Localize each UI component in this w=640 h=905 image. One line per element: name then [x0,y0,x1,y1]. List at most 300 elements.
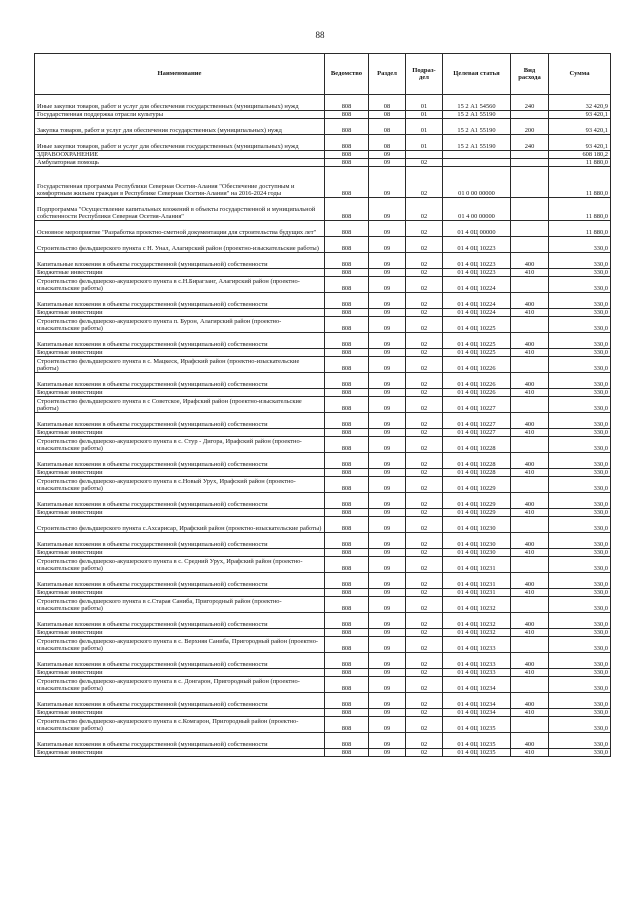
cell-name: Капитальные вложения в объекты государственной (муниципальной) собственности [35,653,325,669]
cell-expense-type [511,397,549,413]
cell-article: 01 4 0Ц 10228 [443,437,511,453]
cell-name: Капитальные вложения в объекты государственной (муниципальной) собственности [35,373,325,389]
cell-department: 808 [325,253,369,269]
cell-article: 01 4 0Ц 10227 [443,397,511,413]
cell-subsection: 02 [406,159,443,167]
cell-expense-type: 400 [511,733,549,749]
cell-article [443,151,511,159]
cell-subsection: 02 [406,437,443,453]
cell-subsection: 01 [406,119,443,135]
cell-subsection: 02 [406,573,443,589]
cell-amount: 330,0 [549,309,611,317]
cell-article: 01 4 0Ц 10235 [443,749,511,757]
table-row [35,717,611,733]
cell-section: 09 [369,389,406,397]
cell-amount: 330,0 [549,453,611,469]
cell-section: 09 [369,597,406,613]
cell-section: 09 [369,333,406,349]
cell-amount: 330,0 [549,549,611,557]
cell-amount: 330,0 [549,693,611,709]
cell-name: Строительство фельдшерского пункта в с. Мацкеск, Ирафский район (проектно-изыскательские работы) [35,357,325,373]
cell-section: 09 [369,709,406,717]
cell-amount: 32 420,9 [549,95,611,111]
cell-subsection: 01 [406,111,443,119]
cell-department: 808 [325,95,369,111]
cell-section: 08 [369,119,406,135]
cell-subsection: 02 [406,413,443,429]
cell-expense-type [511,357,549,373]
table-row [35,749,611,757]
cell-name: Капитальные вложения в объекты государственной (муниципальной) собственности [35,333,325,349]
cell-article: 01 4 0Ц 10230 [443,533,511,549]
cell-section: 09 [369,653,406,669]
cell-section: 09 [369,637,406,653]
cell-department: 808 [325,493,369,509]
cell-section: 08 [369,95,406,111]
cell-section: 09 [369,277,406,293]
cell-section: 09 [369,557,406,573]
cell-section: 09 [369,589,406,597]
cell-section: 09 [369,221,406,237]
cell-name: Бюджетные инвестиции [35,669,325,677]
cell-expense-type [511,237,549,253]
cell-department: 808 [325,221,369,237]
cell-name: Капитальные вложения в объекты государственной (муниципальной) собственности [35,293,325,309]
cell-name: Капитальные вложения в объекты государственной (муниципальной) собственности [35,253,325,269]
table-row [35,293,611,309]
table-row [35,389,611,397]
table-row [35,493,611,509]
cell-amount: 330,0 [549,293,611,309]
cell-article: 01 4 0Ц 00000 [443,221,511,237]
table-row [35,277,611,293]
header-subsection: Подраз-дел [406,54,443,95]
cell-name: Строительство фельдшерско-акушерского пункта в с.Новый Урух, Ирафский район (проектно-изыскательские работы) [35,477,325,493]
cell-section: 09 [369,317,406,333]
cell-name: Бюджетные инвестиции [35,349,325,357]
cell-subsection: 02 [406,517,443,533]
table-row [35,95,611,111]
cell-department: 808 [325,637,369,653]
cell-name: Строительство фельдшерского пункта с.Ахсарисар, Ирафский район (проектно-изыскательские работы) [35,517,325,533]
table-row [35,509,611,517]
cell-subsection: 02 [406,389,443,397]
cell-department: 808 [325,629,369,637]
cell-department: 808 [325,309,369,317]
table-row [35,589,611,597]
table-row [35,167,611,198]
cell-article: 01 4 0Ц 10234 [443,693,511,709]
cell-expense-type [511,597,549,613]
cell-department: 808 [325,135,369,151]
cell-amount: 11 880,0 [549,159,611,167]
table-row [35,198,611,221]
cell-name: Капитальные вложения в объекты государственной (муниципальной) собственности [35,733,325,749]
cell-name: Бюджетные инвестиции [35,269,325,277]
cell-article: 01 4 0Ц 10224 [443,309,511,317]
table-row [35,677,611,693]
cell-subsection: 02 [406,677,443,693]
cell-article: 01 4 0Ц 10226 [443,389,511,397]
cell-amount: 608 180,2 [549,151,611,159]
cell-subsection: 02 [406,357,443,373]
cell-expense-type [511,159,549,167]
cell-amount: 330,0 [549,237,611,253]
cell-name: Подпрограмма "Осуществление капитальных вложений в объекты государственной и муниципальной собственности Республики Северная Осетия-Алания" [35,198,325,221]
cell-amount: 330,0 [549,333,611,349]
cell-section: 09 [369,693,406,709]
cell-subsection: 02 [406,397,443,413]
cell-amount: 330,0 [549,477,611,493]
table-body [35,95,611,757]
table-row [35,709,611,717]
cell-department: 808 [325,119,369,135]
cell-name: Основное мероприятие "Разработка проектно-сметной документации для строительства будущих лет" [35,221,325,237]
cell-name: Государственная программа Республики Северная Осетия-Алания "Обеспечение доступным и комфортным жильем граждан в Республике Северная Осетия-Алания" на 2016-2024 годы [35,167,325,198]
cell-amount: 330,0 [549,277,611,293]
cell-expense-type: 410 [511,749,549,757]
cell-department: 808 [325,733,369,749]
cell-subsection: 02 [406,349,443,357]
cell-expense-type: 410 [511,269,549,277]
cell-department: 808 [325,317,369,333]
cell-name: Строительство фельдшерского пункта с Н. Унал, Алагирский район (проектно-изыскательские работы) [35,237,325,253]
cell-department: 808 [325,437,369,453]
cell-department: 808 [325,477,369,493]
cell-subsection: 02 [406,557,443,573]
cell-amount: 330,0 [549,317,611,333]
cell-subsection: 01 [406,135,443,151]
cell-name: Бюджетные инвестиции [35,629,325,637]
cell-amount: 330,0 [549,573,611,589]
cell-department: 808 [325,693,369,709]
cell-expense-type: 400 [511,413,549,429]
cell-subsection: 02 [406,709,443,717]
cell-expense-type: 240 [511,95,549,111]
cell-amount: 330,0 [549,509,611,517]
cell-amount: 330,0 [549,397,611,413]
cell-expense-type: 410 [511,589,549,597]
cell-section: 09 [369,253,406,269]
cell-department: 808 [325,573,369,589]
cell-subsection: 01 [406,95,443,111]
cell-amount: 330,0 [549,677,611,693]
table-row [35,357,611,373]
cell-section: 09 [369,198,406,221]
cell-article: 01 4 0Ц 10230 [443,517,511,533]
cell-section: 09 [369,293,406,309]
cell-expense-type [511,198,549,221]
cell-name: Бюджетные инвестиции [35,509,325,517]
cell-article: 01 4 0Ц 10229 [443,509,511,517]
cell-department: 808 [325,198,369,221]
header-section: Раздел [369,54,406,95]
cell-section: 09 [369,269,406,277]
cell-name: Строительство фельдшерского пункта в с.Старая Саниба, Пригородный район (проектно-изыскательские работы) [35,597,325,613]
cell-expense-type [511,151,549,159]
cell-article: 01 4 0Ц 10234 [443,709,511,717]
cell-amount: 330,0 [549,389,611,397]
cell-article [443,159,511,167]
table-row [35,269,611,277]
cell-amount: 330,0 [549,349,611,357]
cell-expense-type: 400 [511,693,549,709]
cell-amount: 330,0 [549,749,611,757]
header-name: Наименование [35,54,325,95]
cell-expense-type: 400 [511,653,549,669]
cell-name: Амбулаторная помощь [35,159,325,167]
cell-subsection: 02 [406,629,443,637]
table-row [35,477,611,493]
table-row [35,453,611,469]
cell-department: 808 [325,549,369,557]
table-row [35,637,611,653]
cell-department: 808 [325,111,369,119]
cell-expense-type: 410 [511,709,549,717]
table-row [35,597,611,613]
cell-subsection: 02 [406,469,443,477]
cell-subsection: 02 [406,549,443,557]
cell-name: Капитальные вложения в объекты государственной (муниципальной) собственности [35,573,325,589]
cell-subsection: 02 [406,533,443,549]
cell-department: 808 [325,653,369,669]
cell-section: 08 [369,111,406,119]
cell-section: 09 [369,237,406,253]
cell-name: Строительство фельдшерского пункта в с Советское, Ирафский район (проектно-изыскательские работы) [35,397,325,413]
cell-department: 808 [325,709,369,717]
cell-department: 808 [325,277,369,293]
cell-subsection: 02 [406,597,443,613]
cell-amount: 330,0 [549,589,611,597]
cell-name: Иные закупки товаров, работ и услуг для обеспечения государственных (муниципальных) нужд [35,95,325,111]
cell-name: Капитальные вложения в объекты государственной (муниципальной) собственности [35,453,325,469]
cell-amount: 330,0 [549,653,611,669]
cell-expense-type: 410 [511,429,549,437]
cell-section: 09 [369,413,406,429]
cell-name: Бюджетные инвестиции [35,309,325,317]
cell-department: 808 [325,717,369,733]
cell-section: 09 [369,397,406,413]
cell-article: 01 4 0Ц 10228 [443,453,511,469]
cell-article: 01 4 0Ц 10225 [443,333,511,349]
table-row [35,373,611,389]
cell-subsection: 02 [406,198,443,221]
cell-article: 01 4 0Ц 10225 [443,349,511,357]
cell-expense-type: 410 [511,349,549,357]
cell-section: 09 [369,373,406,389]
cell-name: Государственная поддержка отрасли культуры [35,111,325,119]
cell-expense-type [511,677,549,693]
cell-subsection: 02 [406,333,443,349]
cell-subsection: 02 [406,509,443,517]
cell-department: 808 [325,453,369,469]
cell-subsection: 02 [406,373,443,389]
cell-amount: 330,0 [549,253,611,269]
cell-expense-type: 400 [511,453,549,469]
cell-expense-type: 400 [511,493,549,509]
cell-expense-type [511,637,549,653]
cell-expense-type: 410 [511,629,549,637]
cell-section: 09 [369,573,406,589]
cell-section: 09 [369,151,406,159]
header-amount: Сумма [549,54,611,95]
cell-expense-type [511,477,549,493]
cell-department: 808 [325,677,369,693]
cell-subsection: 02 [406,309,443,317]
cell-amount: 330,0 [549,413,611,429]
table-row [35,549,611,557]
cell-department: 808 [325,373,369,389]
cell-article: 01 4 0Ц 10226 [443,373,511,389]
cell-section: 09 [369,517,406,533]
cell-section: 09 [369,669,406,677]
cell-article: 01 4 0Ц 10235 [443,717,511,733]
cell-department: 808 [325,397,369,413]
cell-department: 808 [325,517,369,533]
cell-subsection: 02 [406,453,443,469]
cell-department: 808 [325,597,369,613]
cell-department: 808 [325,269,369,277]
cell-expense-type: 400 [511,333,549,349]
page-number: 88 [315,30,325,40]
cell-article: 01 4 0Ц 10234 [443,677,511,693]
cell-subsection: 02 [406,277,443,293]
cell-section: 09 [369,357,406,373]
cell-name: Строительство фельдшерско-акушерского пункта в с.Н.Бирагзанг, Алагирский район (проектно-изыскательские работы) [35,277,325,293]
cell-department: 808 [325,389,369,397]
cell-section: 09 [369,453,406,469]
cell-article: 15 2 А1 55190 [443,135,511,151]
cell-department: 808 [325,557,369,573]
cell-name: Строительство фельдшерско-акушерского пункта в с.Комгарон, Пригородный район (проектно-изыскательские работы) [35,717,325,733]
cell-section: 09 [369,677,406,693]
cell-subsection [406,151,443,159]
cell-article: 15 2 А1 54560 [443,95,511,111]
cell-department: 808 [325,237,369,253]
header-article: Целевая статья [443,54,511,95]
cell-expense-type: 410 [511,309,549,317]
table-row [35,317,611,333]
cell-section: 09 [369,469,406,477]
header-expense-type: Вид расхода [511,54,549,95]
cell-department: 808 [325,349,369,357]
table-row [35,437,611,453]
table-row [35,151,611,159]
cell-expense-type [511,437,549,453]
cell-section: 09 [369,733,406,749]
cell-expense-type: 400 [511,613,549,629]
cell-subsection: 02 [406,733,443,749]
cell-amount: 330,0 [549,733,611,749]
cell-department: 808 [325,293,369,309]
cell-department: 808 [325,357,369,373]
cell-article: 01 4 0Ц 10229 [443,493,511,509]
cell-section: 09 [369,533,406,549]
cell-expense-type: 400 [511,373,549,389]
cell-amount: 330,0 [549,637,611,653]
cell-expense-type [511,717,549,733]
cell-expense-type [511,221,549,237]
cell-section: 08 [369,135,406,151]
cell-subsection: 02 [406,717,443,733]
cell-article: 01 4 0Ц 10235 [443,733,511,749]
cell-section: 09 [369,549,406,557]
cell-section: 09 [369,613,406,629]
cell-amount: 11 880,0 [549,167,611,198]
cell-section: 09 [369,159,406,167]
cell-name: Бюджетные инвестиции [35,469,325,477]
cell-name: Бюджетные инвестиции [35,429,325,437]
table-row [35,517,611,533]
cell-expense-type: 400 [511,253,549,269]
table-row [35,397,611,413]
cell-article: 01 4 0Ц 10231 [443,557,511,573]
cell-amount: 330,0 [549,533,611,549]
cell-section: 09 [369,309,406,317]
table-row [35,693,611,709]
cell-expense-type: 400 [511,533,549,549]
cell-department: 808 [325,613,369,629]
table-row [35,469,611,477]
cell-article: 01 4 0Ц 10223 [443,237,511,253]
cell-section: 09 [369,749,406,757]
cell-department: 808 [325,159,369,167]
cell-amount: 330,0 [549,493,611,509]
cell-amount: 330,0 [549,469,611,477]
cell-subsection: 02 [406,269,443,277]
cell-article: 01 4 0Ц 10224 [443,293,511,309]
cell-expense-type: 200 [511,119,549,135]
cell-article: 01 4 0Ц 10227 [443,413,511,429]
cell-name: Строительство фельдшерско-акушерского пункта в с. Средний Урух, Ирафский район (проектно-изыскательские работы) [35,557,325,573]
cell-article: 01 4 0Ц 10224 [443,277,511,293]
cell-amount: 330,0 [549,437,611,453]
cell-subsection: 02 [406,693,443,709]
cell-subsection: 02 [406,653,443,669]
cell-section: 09 [369,437,406,453]
cell-department: 808 [325,167,369,198]
table-row [35,253,611,269]
table-row [35,429,611,437]
table-row [35,237,611,253]
cell-name: Строительство фельдшерско-акушерского пункта в с. Донгарон, Пригородный район (проектно-изыскательские работы) [35,677,325,693]
table-row [35,309,611,317]
cell-article: 01 4 0Ц 10223 [443,269,511,277]
cell-article: 01 4 0Ц 10223 [443,253,511,269]
cell-section: 09 [369,509,406,517]
cell-name: Бюджетные инвестиции [35,589,325,597]
cell-department: 808 [325,509,369,517]
cell-expense-type [511,277,549,293]
cell-expense-type: 240 [511,135,549,151]
cell-article: 15 2 А1 55190 [443,119,511,135]
cell-article: 01 0 00 00000 [443,167,511,198]
cell-department: 808 [325,151,369,159]
cell-expense-type [511,111,549,119]
cell-amount: 330,0 [549,629,611,637]
cell-amount: 330,0 [549,357,611,373]
table-row [35,653,611,669]
cell-article: 01 4 0Ц 10232 [443,597,511,613]
cell-expense-type: 410 [511,469,549,477]
cell-name: Бюджетные инвестиции [35,389,325,397]
table-row [35,669,611,677]
cell-section: 09 [369,493,406,509]
cell-section: 09 [369,429,406,437]
table-row [35,349,611,357]
cell-article: 01 4 0Ц 10232 [443,629,511,637]
cell-amount: 330,0 [549,373,611,389]
